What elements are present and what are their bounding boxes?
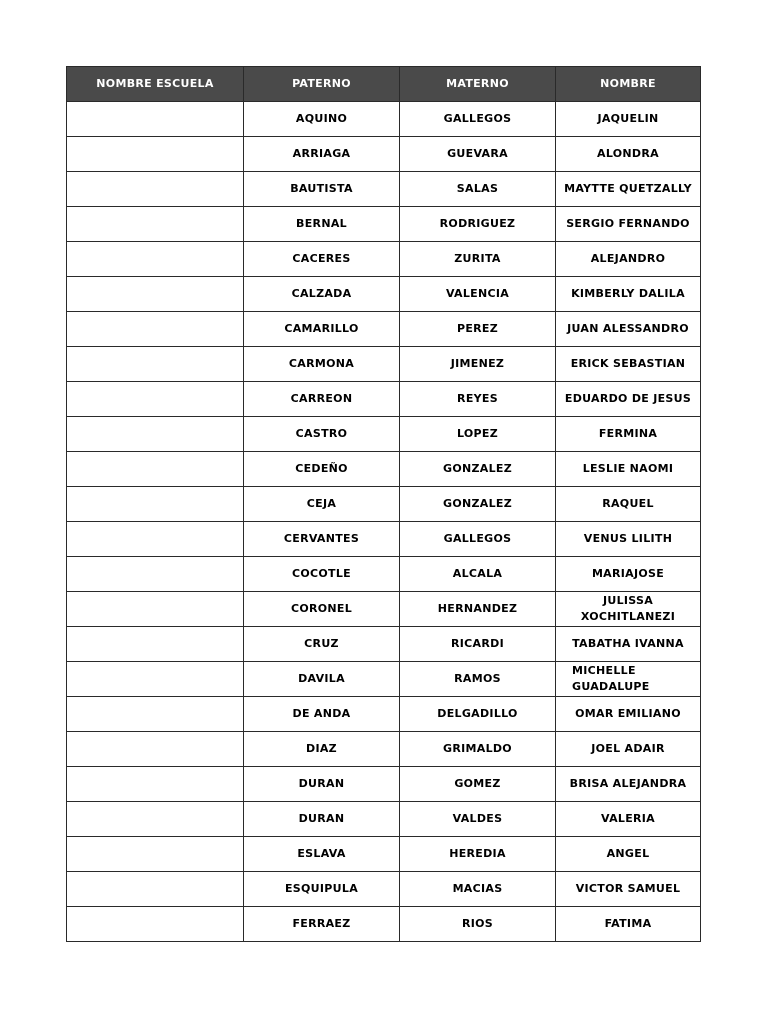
cell-nombre: KIMBERLY DALILA: [556, 277, 701, 312]
column-header-escuela: NOMBRE ESCUELA: [67, 67, 244, 102]
cell-materno: HEREDIA: [400, 837, 556, 872]
cell-escuela: [67, 242, 244, 277]
cell-paterno: BERNAL: [244, 207, 400, 242]
cell-materno: JIMENEZ: [400, 347, 556, 382]
cell-nombre: FATIMA: [556, 907, 701, 942]
cell-paterno: CEJA: [244, 487, 400, 522]
cell-materno: MACIAS: [400, 872, 556, 907]
column-header-materno: MATERNO: [400, 67, 556, 102]
cell-paterno: ESQUIPULA: [244, 872, 400, 907]
cell-paterno: CORONEL: [244, 592, 400, 627]
cell-escuela: [67, 522, 244, 557]
cell-escuela: [67, 872, 244, 907]
cell-materno: SALAS: [400, 172, 556, 207]
cell-escuela: [67, 627, 244, 662]
table-row: [67, 557, 701, 592]
cell-paterno: DIAZ: [244, 732, 400, 767]
cell-nombre: ANGEL: [556, 837, 701, 872]
student-roster-table: [66, 66, 701, 942]
cell-nombre: EDUARDO DE JESUS: [556, 382, 701, 417]
cell-paterno: CRUZ: [244, 627, 400, 662]
cell-nombre: ALEJANDRO: [556, 242, 701, 277]
cell-materno: GOMEZ: [400, 767, 556, 802]
cell-escuela: [67, 452, 244, 487]
cell-escuela: [67, 207, 244, 242]
table-row: [67, 242, 701, 277]
cell-nombre: SERGIO FERNANDO: [556, 207, 701, 242]
cell-escuela: [67, 487, 244, 522]
cell-nombre: BRISA ALEJANDRA: [556, 767, 701, 802]
cell-materno: PEREZ: [400, 312, 556, 347]
cell-nombre: JOEL ADAIR: [556, 732, 701, 767]
table-row: [67, 207, 701, 242]
cell-paterno: CEDEÑO: [244, 452, 400, 487]
cell-nombre: JUAN ALESSANDRO: [556, 312, 701, 347]
cell-paterno: CALZADA: [244, 277, 400, 312]
cell-paterno: ARRIAGA: [244, 137, 400, 172]
cell-escuela: [67, 697, 244, 732]
cell-paterno: CASTRO: [244, 417, 400, 452]
cell-escuela: [67, 417, 244, 452]
cell-materno: RODRIGUEZ: [400, 207, 556, 242]
table-row: [67, 592, 701, 627]
column-header-nombre: NOMBRE: [556, 67, 701, 102]
cell-nombre: MICHELLE GUADALUPE: [556, 662, 701, 697]
cell-paterno: CAMARILLO: [244, 312, 400, 347]
cell-escuela: [67, 802, 244, 837]
table-row: [67, 382, 701, 417]
cell-escuela: [67, 137, 244, 172]
cell-paterno: DURAN: [244, 802, 400, 837]
table-row: [67, 487, 701, 522]
table-header-row: [67, 67, 701, 102]
table-row: [67, 907, 701, 942]
cell-paterno: DE ANDA: [244, 697, 400, 732]
cell-materno: REYES: [400, 382, 556, 417]
cell-nombre: ALONDRA: [556, 137, 701, 172]
cell-escuela: [67, 277, 244, 312]
cell-materno: GONZALEZ: [400, 452, 556, 487]
cell-paterno: DURAN: [244, 767, 400, 802]
cell-escuela: [67, 907, 244, 942]
cell-paterno: CARREON: [244, 382, 400, 417]
cell-paterno: BAUTISTA: [244, 172, 400, 207]
cell-escuela: [67, 172, 244, 207]
student-roster-sheet: [66, 66, 700, 942]
table-row: [67, 802, 701, 837]
cell-materno: VALENCIA: [400, 277, 556, 312]
table-row: [67, 312, 701, 347]
column-header-paterno: PATERNO: [244, 67, 400, 102]
cell-materno: LOPEZ: [400, 417, 556, 452]
cell-materno: GRIMALDO: [400, 732, 556, 767]
cell-paterno: AQUINO: [244, 102, 400, 137]
table-row: [67, 872, 701, 907]
cell-nombre: RAQUEL: [556, 487, 701, 522]
cell-escuela: [67, 837, 244, 872]
cell-materno: GALLEGOS: [400, 522, 556, 557]
cell-escuela: [67, 557, 244, 592]
table-row: [67, 172, 701, 207]
cell-escuela: [67, 767, 244, 802]
cell-paterno: CERVANTES: [244, 522, 400, 557]
table-row: [67, 452, 701, 487]
cell-escuela: [67, 382, 244, 417]
table-body: [67, 102, 701, 942]
cell-escuela: [67, 662, 244, 697]
cell-paterno: ESLAVA: [244, 837, 400, 872]
table-row: [67, 627, 701, 662]
table-row: [67, 837, 701, 872]
cell-materno: RICARDI: [400, 627, 556, 662]
cell-materno: GALLEGOS: [400, 102, 556, 137]
table-row: [67, 102, 701, 137]
cell-materno: RIOS: [400, 907, 556, 942]
cell-nombre: FERMINA: [556, 417, 701, 452]
cell-escuela: [67, 312, 244, 347]
cell-nombre: VICTOR SAMUEL: [556, 872, 701, 907]
cell-escuela: [67, 347, 244, 382]
cell-escuela: [67, 592, 244, 627]
cell-materno: ZURITA: [400, 242, 556, 277]
cell-escuela: [67, 732, 244, 767]
cell-nombre: JAQUELIN: [556, 102, 701, 137]
cell-paterno: DAVILA: [244, 662, 400, 697]
cell-materno: HERNANDEZ: [400, 592, 556, 627]
cell-materno: VALDES: [400, 802, 556, 837]
cell-materno: DELGADILLO: [400, 697, 556, 732]
cell-nombre: VALERIA: [556, 802, 701, 837]
cell-nombre: MAYTTE QUETZALLY: [556, 172, 701, 207]
cell-nombre: JULISSA XOCHITLANEZI: [556, 592, 701, 627]
cell-nombre: ERICK SEBASTIAN: [556, 347, 701, 382]
cell-paterno: CARMONA: [244, 347, 400, 382]
table-row: [67, 732, 701, 767]
cell-escuela: [67, 102, 244, 137]
table-row: [67, 767, 701, 802]
table-row: [67, 522, 701, 557]
table-row: [67, 137, 701, 172]
cell-nombre: OMAR EMILIANO: [556, 697, 701, 732]
table-row: [67, 662, 701, 697]
table-row: [67, 347, 701, 382]
cell-nombre: MARIAJOSE: [556, 557, 701, 592]
table-row: [67, 697, 701, 732]
cell-paterno: COCOTLE: [244, 557, 400, 592]
cell-nombre: LESLIE NAOMI: [556, 452, 701, 487]
cell-paterno: CACERES: [244, 242, 400, 277]
cell-materno: ALCALA: [400, 557, 556, 592]
cell-nombre: VENUS LILITH: [556, 522, 701, 557]
table-row: [67, 277, 701, 312]
cell-materno: RAMOS: [400, 662, 556, 697]
cell-materno: GUEVARA: [400, 137, 556, 172]
table-row: [67, 417, 701, 452]
cell-materno: GONZALEZ: [400, 487, 556, 522]
cell-paterno: FERRAEZ: [244, 907, 400, 942]
cell-nombre: TABATHA IVANNA: [556, 627, 701, 662]
